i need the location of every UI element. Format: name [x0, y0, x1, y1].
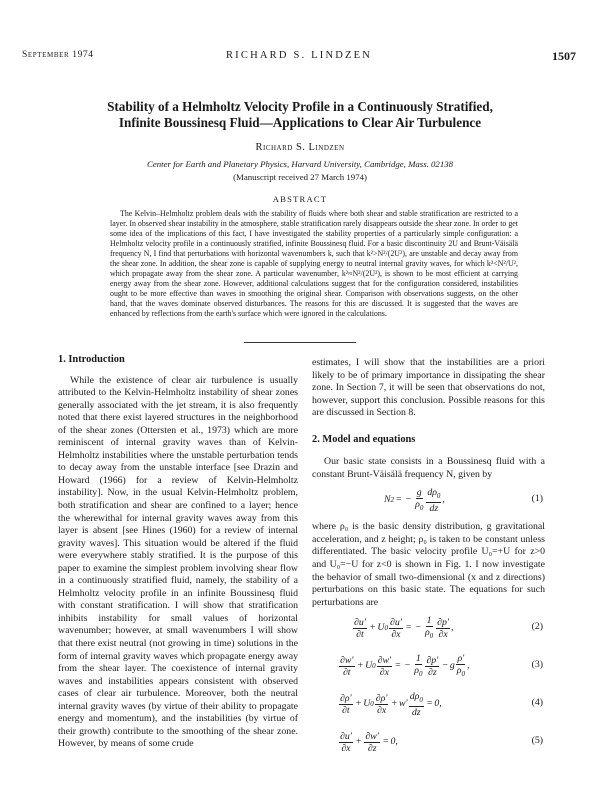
author-name: Richard S. Lindzen	[255, 142, 345, 153]
equation-3-formula: $\frac{\partial w'}{\partial t}$ + U 0 $\frac{\partial w'}{\partial x}$ = − $\frac{1}{\rho_0}$ $\frac{\partial p'}{\partial z}$ − g $\frac{\rho'}{\rho_0}$ ,	[340, 652, 470, 678]
equation-4	[312, 687, 545, 721]
manuscript-received: (Manuscript received 27 March 1974)	[233, 172, 367, 182]
equation-5-formula: $\frac{\partial u'}{\partial x}$ + $\frac{\partial w'}{\partial z}$ = 0,	[340, 730, 398, 754]
equation-4-formula: $\frac{\partial\rho'}{\partial t}$ + U 0 $\frac{\partial\rho'}{\partial x}$ + w′ $\frac{d\rho_0}{dz}$ = 0,	[340, 690, 442, 718]
abstract-text: The Kelvin–Helmholtz problem deals with the stability of fluids where both shear and stable stratification are restricted to a layer. In observed shear instability in the atmosphere, stable stratification rarely disappears outside the shear zone. In order to get some idea of the implications of this fact, I have investigated the stability properties of a particularly simple configuration: a Helmholtz velocity profile in a continuously stratified, infinite Boussinesq fluid. For a basic discontinuity 2U and Brunt-Väisälä frequency N, I find that perturbations with horizontal wavenumbers k, such that k²>N²/(2U²), are unstable and decay away from the shear zone. In addition, the shear zone is capable of supplying energy to neutral internal gravity waves, for which k²<N²/U², which propagate away from the shear zone. A particular wavenumber, k²≈N²/(2U²), is shown to be most efficient at carrying energy away from the shear zone. However, additional calculations suggest that for the configuration considered, instabilities ought to be more effective than waves in smoothing the original shear. Comparison with observations suggests, on the other hand, that the waves dominate observed disturbances. The reasons for this are discussed. It is suggested that the waves are enhanced by reflections from the earth's surface which were ignored in the calculations.	[110, 209, 518, 319]
equation-2	[312, 611, 545, 645]
equation-number: (3)	[531, 659, 543, 671]
paper-title-line-2: Infinite Boussinesq Fluid—Applications to Clear Air Turbulence	[118, 115, 482, 130]
paper-title-line-1: Stability of a Helmholtz Velocity Profile in a Continuously Stratified,	[107, 99, 493, 114]
equation-number: (2)	[531, 621, 543, 633]
running-header	[22, 50, 576, 64]
right-paragraph-3: where ρ₀ is the basic density distribution, g gravitational acceleration, and z height; ρ₀ is taken to be constant unless differentiated. The basic velocity profile U₀=+U for z>0 and U₀=−U for z<0 is shown in Fig. 1. I now investigate the behavior of small two-dimensional (x and z directions) perturbations on this basic state. The equations for such perturbations are	[312, 521, 545, 608]
right-column	[312, 357, 545, 763]
equation-2-formula: $\frac{\partial u'}{\partial t}$ + U 0 $\frac{\partial u'}{\partial x}$ = − $\frac{1}{\rho_0}$ $\frac{\partial p'}{\partial x}$ ,	[354, 614, 454, 640]
equation-3	[312, 649, 545, 683]
paper-title	[40, 99, 560, 131]
running-author: RICHARD S. LINDZEN	[225, 50, 373, 61]
equation-1	[312, 483, 545, 517]
author-affiliation: Center for Earth and Planetary Physics, Harvard University, Cambridge, Mass. 02138	[146, 159, 454, 169]
left-column	[58, 354, 298, 751]
equation-number: (5)	[531, 735, 543, 747]
right-paragraph-2: Our basic state consists in a Boussinesq fluid with a constant Brunt-Väisälä frequency N, given by	[312, 456, 545, 480]
equation-5	[312, 725, 545, 759]
page-number: 1507	[552, 49, 576, 63]
section-heading-introduction: 1. Introduction	[58, 354, 125, 365]
section-divider	[244, 342, 356, 343]
abstract-body	[110, 209, 518, 320]
equation-number: (4)	[531, 697, 543, 709]
equation-number: (1)	[531, 493, 543, 505]
abstract-heading: ABSTRACT	[272, 194, 328, 204]
equation-1-formula: N 2 = − $\frac{g}{\rho_0}$ $\frac{d\rho_0}{dz}$ ,	[384, 486, 445, 514]
section-heading-model: 2. Model and equations	[312, 433, 416, 445]
introduction-paragraph: While the existence of clear air turbulence is usually attributed to the Kelvin-Helmholtz instability of shear zones generally associated with the jet stream, it is also frequently noted that there exist layered structures in the neighborhood of the shear zones (Ottersten et al., 1973) which are more reminiscent of internal gravity waves than of Kelvin-Helmholtz instabilities where the unstable perturbation tends to decay away from the unstable interface [see Drazin and Howard (1966) for a review of Kelvin-Helmholtz instability]. Now, in the usual Kelvin-Helmholtz problem, both stratification and shear are confined to a layer; hence the wherewithal for internal gravity waves away from this layer is absent [see Hines (1960) for a review of internal gravity waves]. This situation would be altered if the fluid were everywhere stably stratified. It is the purpose of this paper to examine the simplest problem involving shear flow in a continuously stratified fluid, namely, the stability of a Helmholtz velocity profile in an infinite Boussinesq fluid with constant stratification. I will show that stratification inhibits instability for small values of horizontal wavenumber; however, at small wavenumbers I will show that there exist neutral (not growing in time) solutions in the form of internal gravity waves which propagate energy away from the shear layer. The coexistence of internal gravity waves and instabilities appears consistent with observed cases of clear air turbulence. Moreover, both the neutral internal gravity waves (by virtue of their ability to propagate energy and momentum), and the instabilities (by virtue of their growth) contribute to the smoothing of the shear zone. However, by means of some crude	[58, 374, 298, 750]
journal-date: September 1974	[22, 50, 94, 60]
right-paragraph-1: estimates, I will show that the instabilities are a priori likely to be of primary importance in dissipating the shear zone. In Section 7, it will be seen that observations do not, however, support this conclusion. Possible reasons for this are discussed in Section 8.	[312, 357, 545, 419]
